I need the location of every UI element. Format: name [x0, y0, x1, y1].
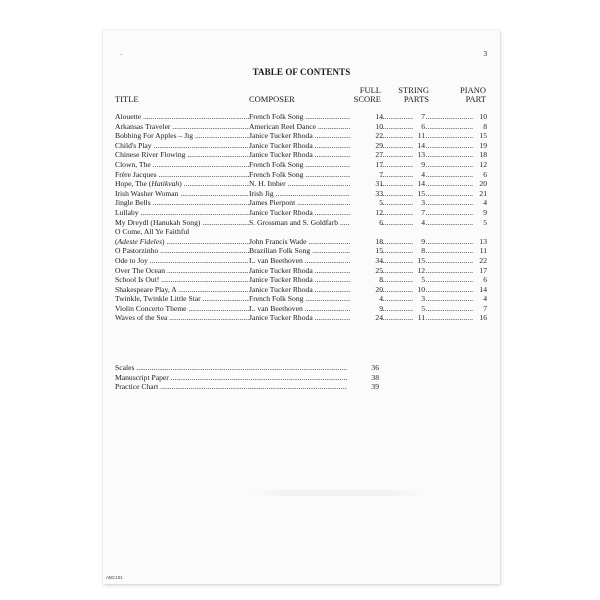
entry-string-page-number: 7: [421, 112, 425, 121]
toc-row: [115, 141, 487, 151]
entry-piano-page-number: 18: [479, 150, 487, 160]
header-string-parts: STRING PARTS: [398, 85, 429, 104]
entry-composer: [249, 198, 364, 208]
entry-string-page-number: 9: [421, 236, 425, 246]
toc-row: [115, 266, 487, 276]
appendix-title: [115, 382, 353, 392]
entry-string-page: [381, 131, 425, 141]
entry-full-score-page: 33: [350, 189, 383, 199]
entry-full-score-page: 25: [350, 266, 383, 276]
entry-title: [115, 246, 249, 256]
appendix-row: [115, 363, 383, 373]
appendix-title-text: Practice Chart: [115, 382, 159, 392]
entry-title-text: Clown, The: [115, 159, 151, 169]
header-piano-part: PIANO PART: [460, 85, 486, 104]
entry-composer: [249, 208, 364, 218]
entry-piano-page: [425, 189, 487, 199]
entry-full-score-page: 31: [350, 179, 383, 189]
entry-composer: [249, 189, 364, 199]
entry-full-score-page: 15: [350, 246, 383, 256]
toc-appendix: [115, 363, 383, 392]
entry-piano-page: [425, 313, 487, 323]
entry-composer-text: L. van Beethoven: [249, 255, 303, 265]
entry-title-text: O Pastorzinho: [115, 246, 159, 256]
appendix-title: [115, 363, 353, 373]
entry-piano-page-number: 9: [483, 207, 487, 217]
entry-string-page: [381, 150, 425, 160]
entry-composer: [249, 266, 364, 276]
entry-title-text: Chinese River Flowing: [115, 150, 186, 160]
entry-string-page-number: 10: [417, 284, 425, 294]
entry-composer-text: John Francis Wade: [249, 236, 307, 246]
appendix-title-text: Manuscript Paper: [115, 372, 169, 382]
entry-piano-page-number: 14: [479, 284, 487, 294]
entry-title-text: Lullaby: [115, 207, 139, 217]
toc-row: [115, 237, 487, 247]
toc-row: [115, 170, 487, 180]
entry-string-page: [381, 218, 425, 228]
page-mark: -: [120, 50, 123, 58]
entry-piano-page: [425, 141, 487, 151]
toc-row: [115, 160, 487, 170]
entry-full-score-page: 17: [350, 160, 383, 170]
entry-piano-page: [425, 112, 487, 122]
entry-piano-page: [425, 131, 487, 141]
entry-title-italic: Hatikvah: [151, 179, 180, 189]
entry-string-page: [381, 294, 425, 304]
entry-string-page: [381, 275, 425, 285]
entry-string-page: [381, 208, 425, 218]
entry-piano-page-number: 19: [479, 140, 487, 150]
entry-piano-page-number: 7: [483, 303, 487, 313]
footer-code: ABC101: [106, 575, 123, 580]
entry-title: [115, 189, 249, 199]
entry-composer-text: N. H. Imber: [249, 179, 286, 189]
entry-string-page: [381, 179, 425, 189]
entry-piano-page: [425, 208, 487, 218]
entry-title: [115, 218, 249, 228]
entry-string-page: [381, 246, 425, 256]
book-page: [103, 30, 500, 584]
entry-string-page-number: 11: [417, 131, 425, 141]
entry-string-page: [381, 256, 425, 266]
entry-title: [115, 313, 249, 323]
entry-string-page: [381, 304, 425, 314]
entry-composer: [249, 294, 364, 304]
entry-string-page-number: 15: [417, 255, 425, 265]
entry-composer-text: French Folk Song: [249, 294, 304, 304]
appendix-title-text: Scales: [115, 363, 135, 372]
entry-composer-text: Janice Tucker Rhoda: [249, 131, 313, 141]
entry-full-score-page: 12: [350, 208, 383, 218]
toc-row: [115, 122, 487, 132]
entry-title: [115, 122, 249, 132]
entry-title: [115, 208, 249, 218]
appendix-page: 36: [347, 363, 379, 373]
entry-piano-page: [425, 246, 487, 256]
entry-composer-text: Janice Tucker Rhoda: [249, 265, 313, 275]
entry-piano-page-number: 22: [479, 255, 487, 265]
entry-composer-text: French Folk Song: [249, 112, 304, 121]
entry-piano-page-number: 17: [479, 265, 487, 275]
entry-piano-page-number: 20: [479, 179, 487, 189]
entry-composer-text: Janice Tucker Rhoda: [249, 140, 313, 150]
entry-title: [115, 266, 249, 276]
entry-piano-page: [425, 275, 487, 285]
entry-composer-text: French Folk Song: [249, 159, 304, 169]
entry-title-text: Alouette: [115, 112, 142, 121]
entry-composer-text: Janice Tucker Rhoda: [249, 313, 313, 323]
entry-string-page: [381, 266, 425, 276]
entry-full-score-page: 4: [350, 294, 383, 304]
entry-piano-page: [425, 285, 487, 295]
entry-title-text: Bobbing For Apples – Jig: [115, 131, 194, 141]
show-through-smudge: [253, 490, 423, 496]
entry-string-page: [381, 198, 425, 208]
entry-composer-text: S. Grossman and S. Goldfarb: [249, 217, 339, 227]
entry-piano-page: [425, 304, 487, 314]
entry-composer: [249, 131, 364, 141]
entry-composer-text: American Reel Dance: [249, 121, 317, 131]
show-through-text: [213, 42, 393, 50]
entry-composer: [249, 170, 364, 180]
entry-full-score-page: 14: [350, 112, 383, 122]
entry-piano-page-number: 13: [479, 236, 487, 246]
entry-title-text: Over The Ocean: [115, 265, 166, 275]
entry-composer: [249, 179, 364, 189]
toc-entries: [115, 112, 487, 323]
entry-title-text: Hope, The (: [115, 179, 152, 189]
entry-piano-page-number: 4: [483, 294, 487, 304]
entry-composer-text: Brazilian Folk Song: [249, 246, 311, 256]
entry-piano-page: [425, 150, 487, 160]
entry-piano-page: [425, 122, 487, 132]
entry-string-page-number: 3: [421, 294, 425, 304]
entry-full-score-page: 27: [350, 150, 383, 160]
entry-composer: [249, 150, 364, 160]
entry-piano-page-number: 5: [483, 217, 487, 227]
entry-title-end: ): [179, 179, 182, 189]
toc-row: [115, 256, 487, 266]
toc-row: [115, 150, 487, 160]
entry-string-page-number: 4: [421, 217, 425, 227]
entry-composer-text: French Folk Song: [249, 169, 304, 179]
entry-string-page-number: 4: [421, 169, 425, 179]
entry-string-page: [381, 122, 425, 132]
entry-composer: [249, 237, 364, 247]
entry-composer-text: James Pierpont: [249, 198, 296, 208]
entry-piano-page: [425, 218, 487, 228]
appendix-page: 39: [347, 382, 379, 392]
entry-string-page: [381, 313, 425, 323]
header-composer: COMPOSER: [249, 94, 295, 104]
entry-string-page: [381, 285, 425, 295]
entry-composer-text: L. van Beethoven: [249, 303, 303, 313]
entry-title: [115, 275, 249, 285]
toc-row: [115, 313, 487, 323]
toc-row: [115, 294, 487, 304]
entry-piano-page-number: 8: [483, 121, 487, 131]
toc-row: [115, 227, 487, 237]
header-full-score: FULL SCORE: [353, 85, 381, 104]
entry-string-page-number: 11: [417, 313, 425, 323]
appendix-row: [115, 382, 383, 392]
toc-row: [115, 112, 487, 122]
entry-string-page: [381, 237, 425, 247]
entry-full-score-page: 24: [350, 313, 383, 323]
entry-piano-page: [425, 237, 487, 247]
entry-string-page-number: 12: [417, 265, 425, 275]
entry-piano-page: [425, 170, 487, 180]
entry-composer-text: Irish Jig: [249, 188, 274, 198]
entry-string-page-number: 5: [421, 275, 425, 285]
entry-composer: [249, 275, 364, 285]
entry-full-score-page: 5: [350, 198, 383, 208]
entry-title: [115, 170, 249, 180]
entry-title-text: Child's Play: [115, 140, 152, 150]
entry-string-page: [381, 160, 425, 170]
entry-composer: [249, 246, 364, 256]
entry-full-score-page: 10: [350, 122, 383, 132]
entry-composer: [249, 285, 364, 295]
entry-composer-text: Janice Tucker Rhoda: [249, 284, 313, 294]
toc-row: [115, 246, 487, 256]
entry-title: [115, 285, 249, 295]
entry-piano-page-number: 15: [479, 131, 487, 141]
entry-title: [115, 294, 249, 304]
entry-title-text: (: [115, 236, 118, 246]
entry-title-text: Arkansas Traveler: [115, 121, 171, 131]
entry-piano-page: [425, 266, 487, 276]
entry-title-text: Waves of the Sea: [115, 313, 168, 323]
entry-full-score-page: 6: [350, 218, 383, 228]
entry-string-page: [381, 141, 425, 151]
toc-row: [115, 285, 487, 295]
entry-piano-page-number: 4: [483, 198, 487, 208]
entry-title-italic: Adeste Fideles: [117, 236, 163, 246]
entry-piano-page: [425, 160, 487, 170]
page-number: 3: [483, 50, 487, 58]
entry-composer: [249, 141, 364, 151]
entry-composer-text: Janice Tucker Rhoda: [249, 150, 313, 160]
entry-piano-page-number: 11: [479, 246, 487, 256]
header-title: TITLE: [115, 94, 139, 104]
entry-title: [115, 179, 249, 189]
entry-title-text: Frère Jacques: [115, 169, 157, 179]
entry-full-score-page: 8: [350, 275, 383, 285]
entry-composer: [249, 313, 364, 323]
entry-title: [115, 237, 249, 247]
entry-title: [115, 150, 249, 160]
entry-composer: [249, 218, 364, 228]
entry-full-score-page: 7: [350, 170, 383, 180]
toc-row: [115, 208, 487, 218]
entry-full-score-page: 22: [350, 131, 383, 141]
toc-row: [115, 275, 487, 285]
entry-full-score-page: 29: [350, 141, 383, 151]
entry-string-page: [381, 189, 425, 199]
toc-row: [115, 189, 487, 199]
entry-string-page: [381, 112, 425, 122]
entry-string-page-number: 5: [421, 303, 425, 313]
entry-composer-text: Janice Tucker Rhoda: [249, 275, 313, 285]
entry-composer: [249, 160, 364, 170]
entry-title-text: School Is Out!: [115, 275, 160, 285]
entry-string-page-number: 15: [417, 188, 425, 198]
entry-string-page-number: 8: [421, 246, 425, 256]
entry-title-end: ): [162, 236, 165, 246]
entry-full-score-page: 20: [350, 285, 383, 295]
entry-composer: [249, 122, 364, 132]
entry-title: [115, 256, 249, 266]
entry-piano-page-number: 6: [483, 275, 487, 285]
entry-title-text: Twinkle, Twinkle Little Star: [115, 294, 201, 304]
entry-title-text: My Dreydl (Hanukah Song): [115, 217, 201, 227]
toc-heading: TABLE OF CONTENTS: [252, 67, 351, 77]
entry-composer-text: Janice Tucker Rhoda: [249, 207, 313, 217]
entry-title: [115, 304, 249, 314]
entry-piano-page: [425, 294, 487, 304]
entry-string-page-number: 13: [417, 150, 425, 160]
appendix-title: [115, 373, 353, 383]
entry-piano-page-number: 10: [479, 112, 487, 121]
entry-title: [115, 131, 249, 141]
entry-piano-page: [425, 256, 487, 266]
entry-string-page-number: 7: [421, 207, 425, 217]
entry-string-page-number: 14: [417, 179, 425, 189]
toc-row: [115, 218, 487, 228]
entry-string-page-number: 6: [421, 121, 425, 131]
entry-string-page: [381, 170, 425, 180]
entry-title: [115, 112, 249, 122]
entry-title-text: Violin Concerto Theme: [115, 303, 187, 313]
entry-piano-page: [425, 179, 487, 189]
toc-row: [115, 198, 487, 208]
entry-title: O Come, All Ye Faithful: [115, 227, 190, 237]
entry-string-page-number: 9: [421, 159, 425, 169]
entry-full-score-page: 9: [350, 304, 383, 314]
toc-row: [115, 179, 487, 189]
toc-row: [115, 304, 487, 314]
toc-row: [115, 131, 487, 141]
entry-title-text: Shakespeare Play, A: [115, 284, 177, 294]
entry-piano-page-number: 16: [479, 313, 487, 323]
entry-piano-page-number: 12: [479, 159, 487, 169]
entry-title-text: Irish Washer Woman: [115, 188, 179, 198]
entry-piano-page: [425, 198, 487, 208]
entry-composer: [249, 304, 364, 314]
appendix-page: 38: [347, 373, 379, 383]
appendix-row: [115, 373, 383, 383]
entry-string-page-number: 3: [421, 198, 425, 208]
entry-piano-page-number: 21: [479, 188, 487, 198]
entry-composer: [249, 256, 364, 266]
entry-composer: [249, 112, 364, 122]
entry-title: [115, 141, 249, 151]
entry-full-score-page: 18: [350, 237, 383, 247]
entry-full-score-page: 34: [350, 256, 383, 266]
entry-title-text: Jingle Bells: [115, 198, 151, 208]
entry-piano-page-number: 6: [483, 169, 487, 179]
entry-title: [115, 198, 249, 208]
entry-string-page-number: 14: [417, 140, 425, 150]
entry-title-text: Ode to Joy: [115, 255, 148, 265]
entry-title: [115, 160, 249, 170]
